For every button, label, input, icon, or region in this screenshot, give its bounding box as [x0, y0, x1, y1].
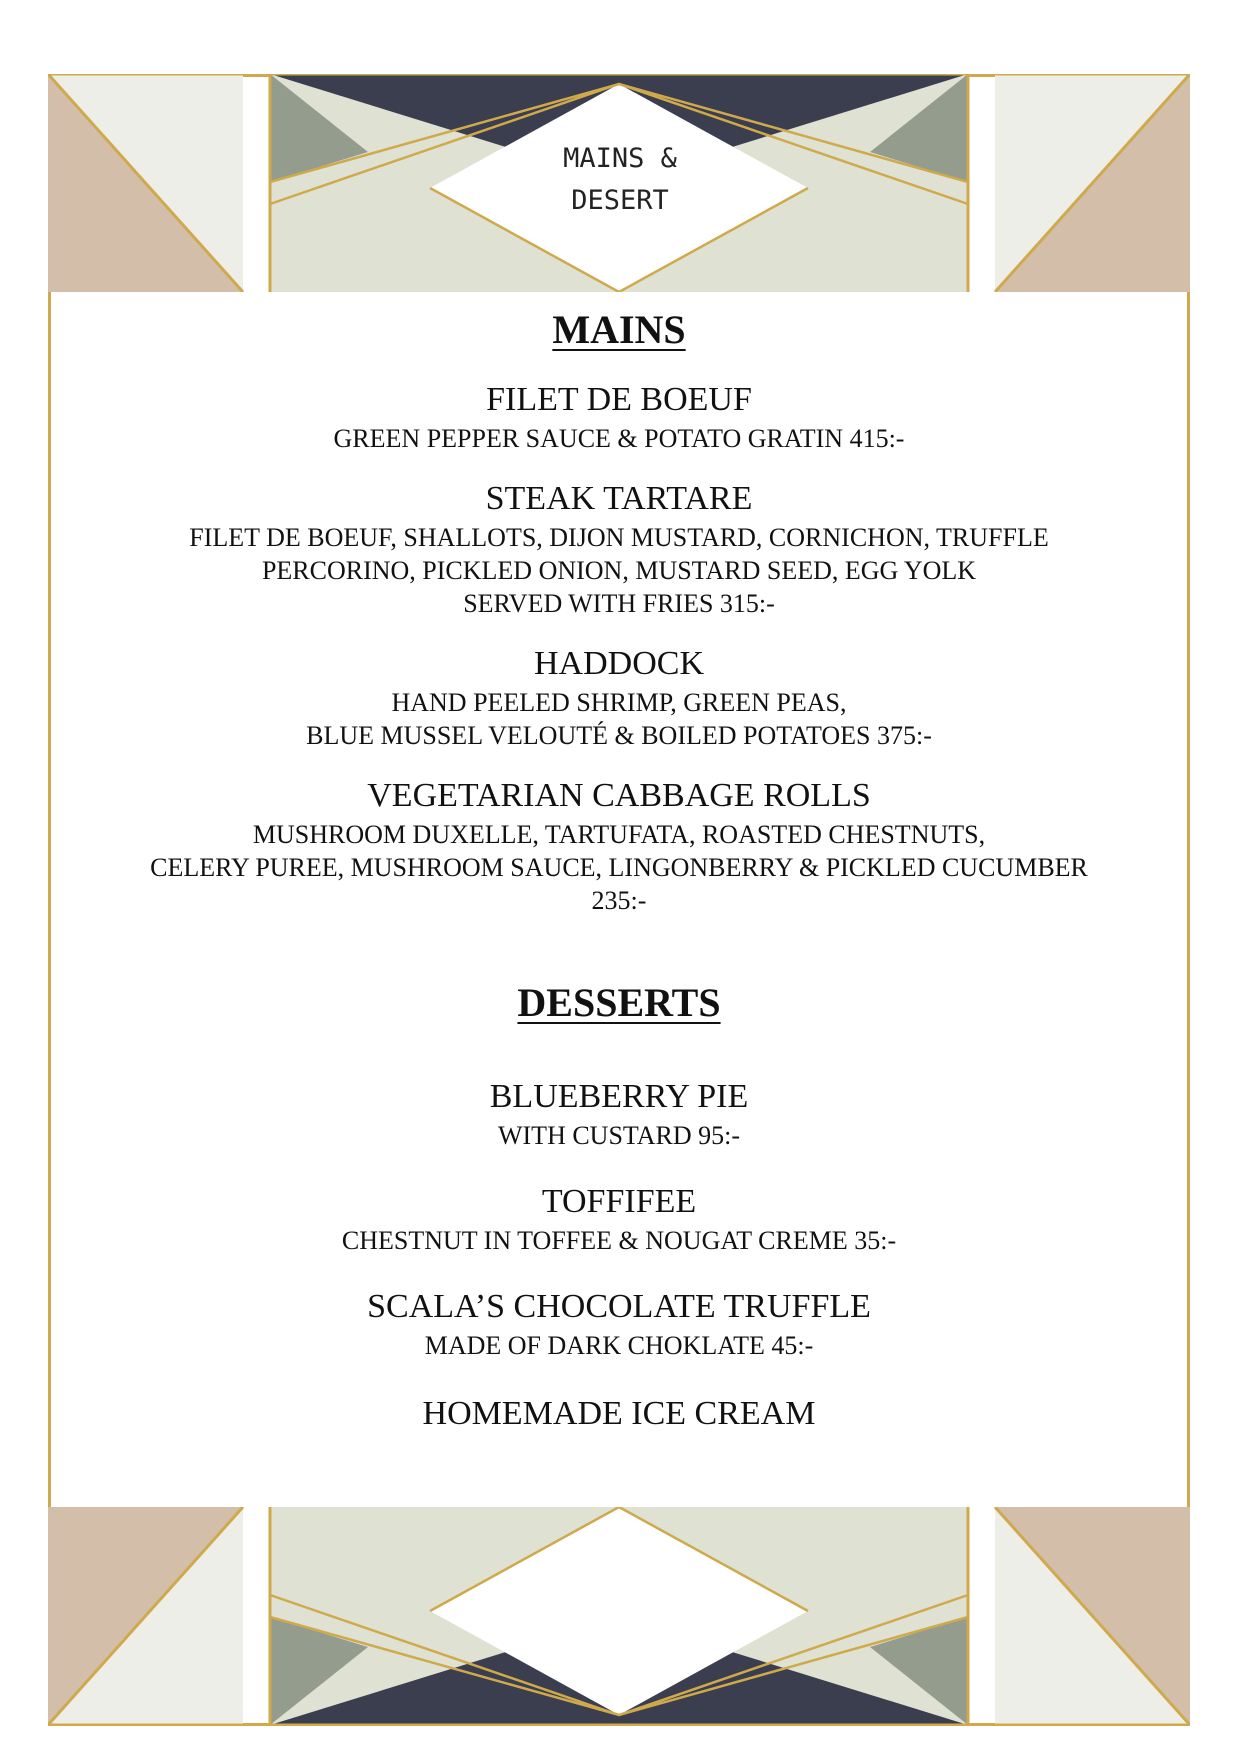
menu-item [48, 378, 1190, 455]
menu-item-description: GREEN PEPPER SAUCE & POTATO GRATIN 415:- [333, 424, 905, 453]
menu-item [48, 1285, 1190, 1362]
menu-item [48, 774, 1190, 917]
menu-item-description: 235:- [591, 886, 647, 915]
menu-item-description: SERVED WITH FRIES 315:- [463, 589, 775, 618]
menu-item-name: HADDOCK [534, 645, 704, 682]
menu-item [48, 1392, 1190, 1436]
desserts-heading: DESSERTS [517, 980, 721, 1025]
menu-item-name: HOMEMADE ICE CREAM [422, 1395, 816, 1432]
page-title: MAINS & DESERT [563, 143, 677, 216]
menu-item [48, 1180, 1190, 1257]
menu-item-description: WITH CUSTARD 95:- [497, 1121, 740, 1150]
menu-item-description: BLUE MUSSEL VELOUTÉ & BOILED POTATOES 375:- [306, 721, 932, 750]
menu-item-description: HAND PEELED SHRIMP, GREEN PEAS, [391, 688, 847, 717]
menu-item-name: SCALA’S CHOCOLATE TRUFFLE [367, 1288, 871, 1325]
mains-heading: MAINS [552, 307, 686, 352]
menu-item-description: CHESTNUT IN TOFFEE & NOUGAT CREME 35:- [341, 1226, 897, 1255]
menu-item [48, 642, 1190, 752]
menu-item-description: PERCORINO, PICKLED ONION, MUSTARD SEED, EGG YOLK [261, 556, 977, 585]
menu-item-name: FILET DE BOEUF [486, 381, 752, 418]
menu-item-name: TOFFIFEE [541, 1183, 697, 1220]
menu-item-description: MUSHROOM DUXELLE, TARTUFATA, ROASTED CHESTNUTS, [252, 820, 986, 849]
menu-item-name: VEGETARIAN CABBAGE ROLLS [367, 777, 871, 814]
menu-item-name: BLUEBERRY PIE [489, 1078, 749, 1115]
menu-item-name: STEAK TARTARE [485, 480, 753, 517]
menu-item [48, 477, 1190, 620]
menu-item-description: CELERY PUREE, MUSHROOM SAUCE, LINGONBERRY & PICKLED CUCUMBER [150, 853, 1088, 882]
art-deco-pattern-bottom [48, 1507, 1190, 1725]
menu-item-description: MADE OF DARK CHOKLATE 45:- [424, 1331, 814, 1360]
menu-content [48, 296, 1190, 1436]
menu-item [48, 1075, 1190, 1152]
menu-item-description: FILET DE BOEUF, SHALLOTS, DIJON MUSTARD, CORNICHON, TRUFFLE [189, 523, 1049, 552]
bottom-decorative-banner [48, 1507, 1190, 1725]
